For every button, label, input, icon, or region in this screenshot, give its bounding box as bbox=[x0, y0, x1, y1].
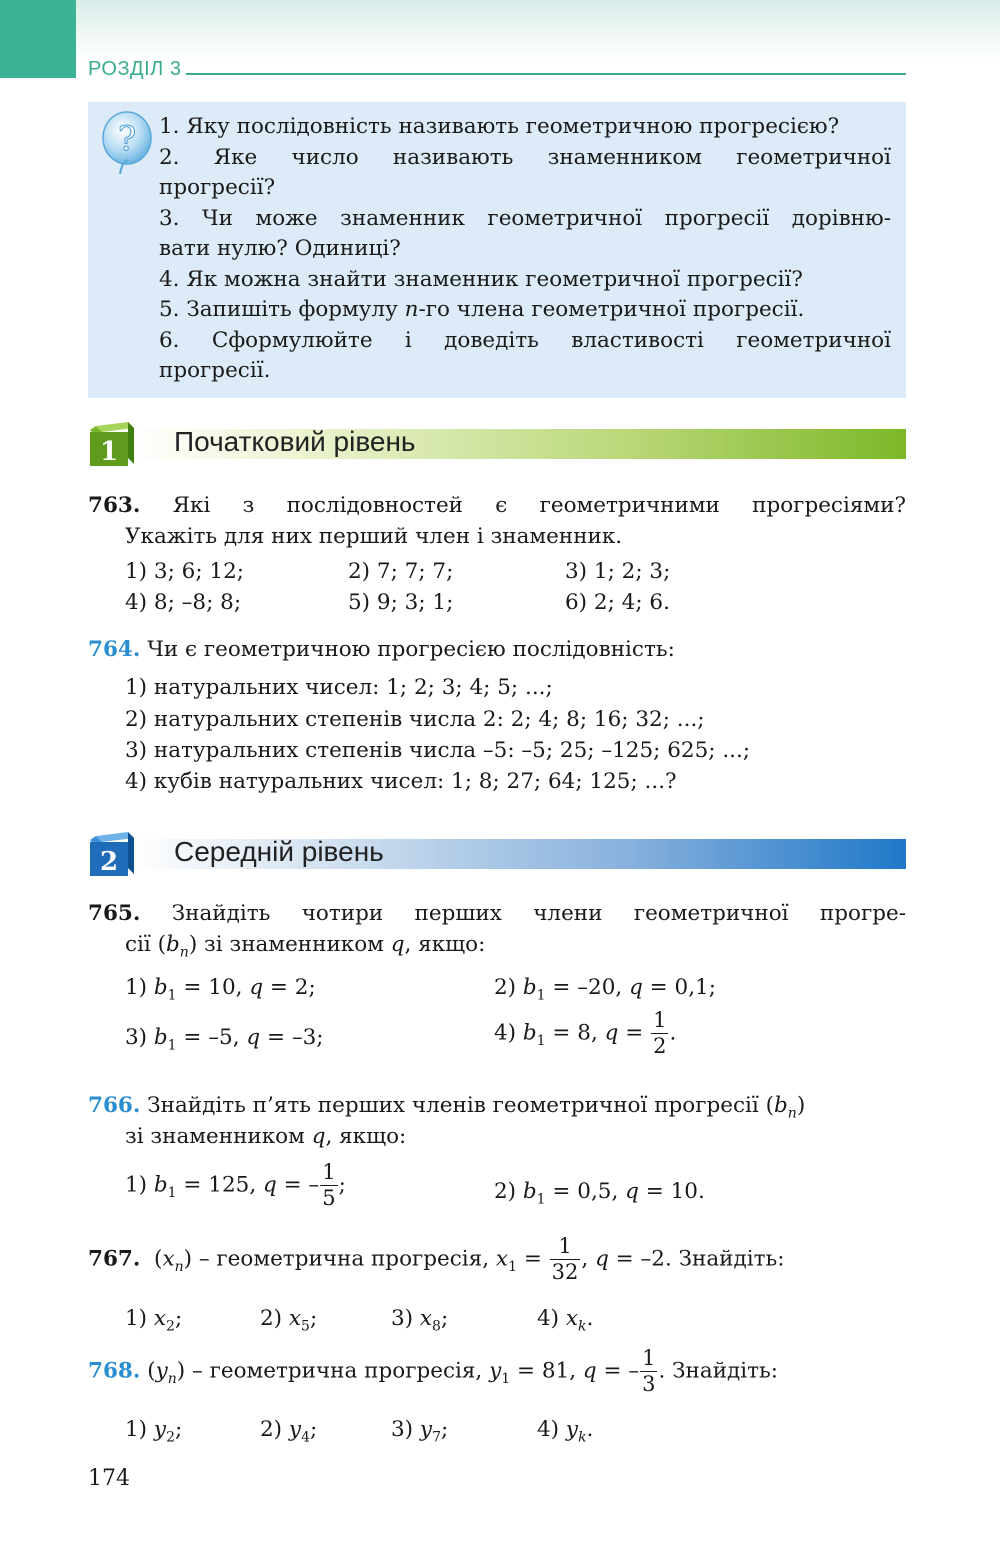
task-764-item-3: 3) натуральних степенів числа –5: –5; 25; –125; 625; ...; bbox=[125, 738, 751, 763]
t765-sub-n: n bbox=[179, 944, 189, 961]
t765-i2-qv: q bbox=[629, 975, 643, 1000]
task-767-item-3: 3) $x_8$; bbox=[391, 1306, 449, 1335]
t765-i1-label: 1) bbox=[125, 975, 154, 1000]
t768-q: q bbox=[582, 1358, 597, 1384]
task-763-item-6: 6) 2; 4; 6. bbox=[565, 590, 670, 615]
level-2-cube-icon bbox=[88, 830, 134, 878]
task-763-line2: Укажіть для них перший член і знаменник. bbox=[125, 524, 623, 549]
t765-l2-c: , якщо: bbox=[404, 932, 486, 957]
t765-i1-q: = 2; bbox=[263, 975, 316, 1000]
task-766-number: 766. bbox=[88, 1093, 141, 1118]
t765-i4-end: . bbox=[669, 1020, 677, 1046]
level-1-header bbox=[88, 420, 906, 466]
t765-i4-den: 2 bbox=[653, 1034, 667, 1058]
t765-i4-sub: 1 bbox=[536, 1032, 546, 1049]
t767-post: ) – геометрична прогресія, bbox=[183, 1246, 496, 1272]
task-767-item-1: 1) $x_2$; bbox=[125, 1306, 183, 1335]
t765-i3-sub: 1 bbox=[167, 1037, 177, 1054]
task-765-item-3 bbox=[125, 1022, 324, 1061]
t766-i2-qv: q bbox=[625, 1179, 639, 1204]
t765-i1-sub: 1 bbox=[167, 987, 177, 1004]
t766-i1-den: 5 bbox=[322, 1186, 336, 1210]
t768-i3-y: y bbox=[419, 1417, 433, 1442]
t765-i3-b: b bbox=[153, 1025, 168, 1050]
t768-i2-sub: 4 bbox=[301, 1429, 310, 1446]
t766-l1-end: ) bbox=[796, 1093, 806, 1118]
t767-x1: x bbox=[495, 1246, 509, 1272]
t765-i3-qv: q bbox=[246, 1025, 261, 1050]
task-763-item-2: 2) 7; 7; 7; bbox=[348, 559, 454, 584]
question-3-cont: вати нулю? Одиниці? bbox=[159, 236, 401, 261]
t766-i1-b: b bbox=[153, 1172, 168, 1198]
t768-i1-label: 1) bbox=[125, 1417, 154, 1442]
task-763-item-3: 3) 1; 2; 3; bbox=[565, 559, 671, 584]
task-768-number: 768. bbox=[88, 1358, 141, 1384]
question-4: 4. Як можна знайти знаменник геометричної прогресії? bbox=[159, 266, 803, 292]
t768-tail: . Знайдіть: bbox=[658, 1358, 778, 1384]
t768-i4-sub: k bbox=[578, 1429, 587, 1446]
task-768-item-4: 4) $y_k$. bbox=[537, 1417, 594, 1446]
task-765-line1 bbox=[88, 898, 906, 929]
t767-i1-x: x bbox=[153, 1306, 167, 1331]
svg-text:?: ? bbox=[117, 119, 137, 159]
t766-sub-n: n bbox=[787, 1105, 797, 1122]
t766-i1-end: ; bbox=[338, 1172, 346, 1198]
level-1-number: 1 bbox=[99, 437, 119, 467]
t768-i3-label: 3) bbox=[391, 1417, 420, 1442]
task-765-item-2 bbox=[494, 972, 716, 1011]
t766-i1-expr: = 125, bbox=[176, 1172, 263, 1198]
questions-list bbox=[159, 112, 891, 387]
t767-i2-label: 2) bbox=[260, 1306, 289, 1331]
question-6-cont: прогресії. bbox=[159, 358, 271, 383]
t765-i2-label: 2) bbox=[494, 975, 523, 1000]
task-765-number: 765. bbox=[88, 901, 141, 926]
t765-i1-expr: = 10, bbox=[176, 975, 250, 1000]
t767-pre: ( bbox=[154, 1246, 163, 1272]
t765-i2-q: = 0,1; bbox=[642, 975, 716, 1000]
section-label: РОЗДІЛ 3 bbox=[88, 58, 182, 80]
t768-i3-sub: 7 bbox=[432, 1429, 441, 1446]
t766-l2: зі знаменником bbox=[125, 1124, 312, 1149]
task-766-item-1 bbox=[125, 1162, 346, 1209]
t767-num: 1 bbox=[550, 1236, 581, 1260]
t768-fraction bbox=[640, 1348, 657, 1395]
question-2: 2. Яке число називають знаменником геометричної bbox=[159, 144, 891, 170]
t766-i2-expr: = 0,5, bbox=[545, 1179, 626, 1204]
t767-sub-n: n bbox=[174, 1258, 184, 1275]
t767-i2-sub: 5 bbox=[301, 1318, 310, 1335]
t766-i1-qv: q bbox=[262, 1172, 277, 1198]
t767-i2-x: x bbox=[288, 1306, 302, 1331]
question-3: 3. Чи може знаменник геометричної прогресії дорівню- bbox=[159, 205, 891, 231]
t765-i4-num: 1 bbox=[653, 1008, 667, 1032]
t767-i1-sub: 2 bbox=[166, 1318, 175, 1335]
task-766-line2 bbox=[125, 1121, 406, 1152]
q5-var-n: n bbox=[404, 297, 419, 322]
q5-text-a: 5. Запишіть формулу bbox=[159, 297, 405, 322]
level-1-cube-icon bbox=[88, 420, 134, 468]
t765-i4-qv: q bbox=[604, 1020, 619, 1046]
t765-var-q: q bbox=[390, 932, 405, 957]
t767-eq: = bbox=[516, 1246, 549, 1272]
t767-i3-x: x bbox=[419, 1306, 433, 1331]
t765-l2-a: сії ( bbox=[125, 932, 167, 957]
task-763-text1: Які з послідовностей є геометричними прогресіями? bbox=[172, 493, 906, 518]
t768-i4-y: y bbox=[565, 1417, 579, 1442]
t766-i1-q: = – bbox=[276, 1172, 320, 1198]
t768-y1: y bbox=[489, 1358, 502, 1384]
t765-i2-expr: = –20, bbox=[545, 975, 630, 1000]
t765-var-b: b bbox=[166, 932, 180, 957]
t766-i2-label: 2) bbox=[494, 1179, 523, 1204]
t765-i4-b: b bbox=[522, 1020, 537, 1046]
task-765-item-1 bbox=[125, 972, 316, 1011]
t766-l1: Знайдіть п’ять перших членів геометричної прогресії ( bbox=[147, 1093, 775, 1118]
t765-i3-expr: = –5, bbox=[176, 1025, 247, 1050]
t767-comma: , bbox=[581, 1246, 596, 1272]
task-763-item-4: 4) 8; –8; 8; bbox=[125, 590, 242, 615]
task-764-item-4: 4) кубів натуральних чисел: 1; 8; 27; 64; 125; ...? bbox=[125, 769, 677, 794]
task-764-item-2: 2) натуральних степенів числа 2: 2; 4; 8; 16; 32; ...; bbox=[125, 707, 705, 732]
task-764-number: 764. bbox=[88, 637, 141, 662]
task-768-item-3: 3) $y_7$; bbox=[391, 1417, 449, 1446]
task-763-item-1: 1) 3; 6; 12; bbox=[125, 559, 245, 584]
task-767-line bbox=[88, 1236, 784, 1283]
t767-var: x bbox=[162, 1246, 175, 1272]
t765-i4-label: 4) bbox=[494, 1020, 523, 1046]
task-764-text: Чи є геометричною прогресією послідовність: bbox=[147, 637, 675, 662]
task-766-item-2 bbox=[494, 1176, 705, 1215]
t766-i1-label: 1) bbox=[125, 1172, 154, 1198]
level-1-title: Початковий рівень bbox=[174, 426, 416, 457]
t765-i4-fraction bbox=[651, 1010, 668, 1057]
t768-i1-sub: 2 bbox=[166, 1429, 175, 1446]
t768-var: y bbox=[155, 1358, 168, 1384]
task-765-line2 bbox=[88, 929, 906, 968]
t766-var-q: q bbox=[311, 1124, 326, 1149]
t767-q: q bbox=[595, 1246, 609, 1272]
task-765 bbox=[88, 898, 906, 968]
t767-i3-label: 3) bbox=[391, 1306, 420, 1331]
question-1: 1. Яку послідовність називають геометричною прогресією? bbox=[159, 114, 840, 139]
t767-i4-label: 4) bbox=[537, 1306, 566, 1331]
task-764-item-1: 1) натуральних чисел: 1; 2; 3; 4; 5; ...; bbox=[125, 675, 553, 700]
t765-i1-b: b bbox=[153, 975, 168, 1000]
question-5 bbox=[159, 295, 891, 326]
t767-i4-x: x bbox=[565, 1306, 579, 1331]
page-number: 174 bbox=[88, 1466, 130, 1491]
task-765-item-4 bbox=[494, 1010, 676, 1057]
t766-l2-end: , якщо: bbox=[325, 1124, 407, 1149]
t765-i3-label: 3) bbox=[125, 1025, 154, 1050]
task-767-number: 767. bbox=[88, 1246, 141, 1272]
task-763-number: 763. bbox=[88, 493, 141, 518]
t767-den: 32 bbox=[551, 1260, 579, 1284]
t767-i1-label: 1) bbox=[125, 1306, 154, 1331]
task-763-line1 bbox=[88, 490, 906, 521]
t768-i2-y: y bbox=[288, 1417, 302, 1442]
t768-eq: = 81, bbox=[510, 1358, 583, 1384]
task-763 bbox=[88, 490, 906, 552]
t765-i2-b: b bbox=[522, 975, 537, 1000]
t765-l2-b: ) зі знаменником bbox=[188, 932, 391, 957]
t768-sub-n: n bbox=[167, 1370, 177, 1387]
section-divider bbox=[186, 73, 906, 75]
t765-i2-sub: 1 bbox=[536, 987, 546, 1004]
task-764-line1 bbox=[88, 634, 675, 665]
task-768-item-1: 1) $y_2$; bbox=[125, 1417, 183, 1446]
t766-i1-fraction bbox=[320, 1162, 337, 1209]
t768-den: 3 bbox=[642, 1372, 656, 1396]
level-2-title: Середній рівень bbox=[174, 836, 384, 867]
t768-i2-label: 2) bbox=[260, 1417, 289, 1442]
t767-tail: = –2. Знайдіть: bbox=[608, 1246, 785, 1272]
top-gradient bbox=[0, 0, 1000, 60]
t768-pre: ( bbox=[147, 1358, 156, 1384]
t766-i1-sub: 1 bbox=[167, 1184, 177, 1201]
t765-i1-qv: q bbox=[249, 975, 264, 1000]
t767-fraction bbox=[550, 1236, 581, 1283]
t768-y1-sub: 1 bbox=[501, 1370, 511, 1387]
t768-num: 1 bbox=[642, 1346, 656, 1370]
q5-text-b: -го члена геометричної прогресії. bbox=[418, 297, 805, 322]
t765-i3-q: = –3; bbox=[260, 1025, 324, 1050]
t767-x1-sub: 1 bbox=[508, 1258, 517, 1275]
corner-tab bbox=[0, 0, 76, 78]
t768-post: ) – геометрична прогресія, bbox=[176, 1358, 490, 1384]
task-765-text1: Знайдіть чотири перших члени геометричної прогре- bbox=[171, 901, 906, 926]
task-767-item-2: 2) $x_5$; bbox=[260, 1306, 318, 1335]
t767-i3-sub: 8 bbox=[432, 1318, 441, 1335]
t766-i2-sub: 1 bbox=[536, 1191, 546, 1208]
t768-i1-y: y bbox=[153, 1417, 167, 1442]
t767-i4-sub: k bbox=[578, 1318, 587, 1335]
t766-var-b: b bbox=[774, 1093, 788, 1118]
t768-i4-label: 4) bbox=[537, 1417, 566, 1442]
t766-i2-q: = 10. bbox=[638, 1179, 705, 1204]
t766-i2-b: b bbox=[522, 1179, 537, 1204]
task-768-line bbox=[88, 1348, 778, 1395]
task-767-item-4: 4) $x_k$. bbox=[537, 1306, 594, 1335]
t768-q-eq: = – bbox=[596, 1358, 640, 1384]
task-763-item-5: 5) 9; 3; 1; bbox=[348, 590, 454, 615]
task-768-item-2: 2) $y_4$; bbox=[260, 1417, 318, 1446]
question-6: 6. Сформулюйте і доведіть властивості геометричної bbox=[159, 327, 891, 353]
t765-i4-q: = bbox=[618, 1020, 651, 1046]
question-mark-icon bbox=[100, 108, 154, 178]
level-2-number: 2 bbox=[99, 847, 119, 877]
t765-i4-expr: = 8, bbox=[545, 1020, 605, 1046]
t766-i1-num: 1 bbox=[322, 1160, 336, 1184]
question-2-cont: прогресії? bbox=[159, 175, 276, 200]
level-2-header bbox=[88, 830, 906, 876]
